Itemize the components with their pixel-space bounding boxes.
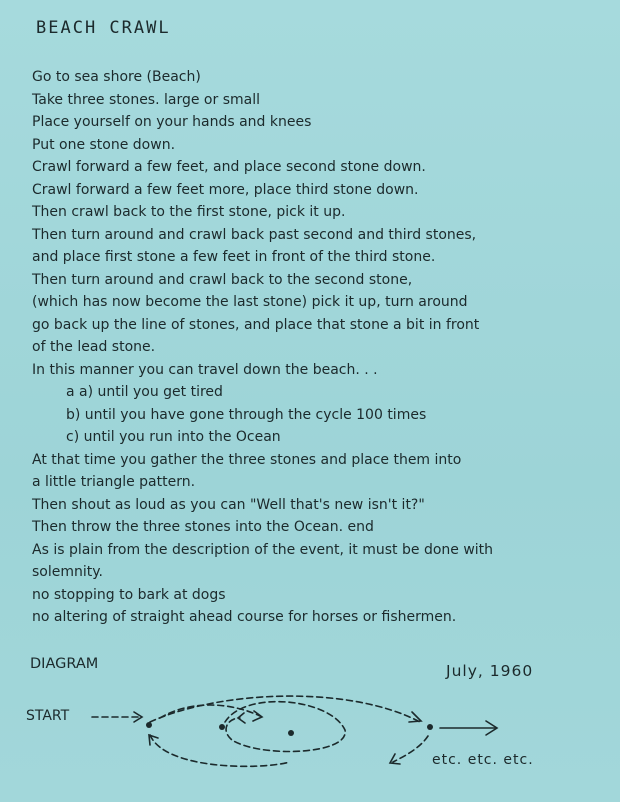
stone-one-mark: [146, 722, 152, 728]
instruction-line: Put one stone down.: [32, 136, 176, 153]
inner-arrowhead: [253, 711, 262, 721]
instruction-line: Take three stones. large or small: [32, 91, 260, 108]
stone-three-mark: [288, 730, 294, 736]
option-line: a a) until you get tired: [66, 384, 223, 400]
instruction-line: Crawl forward a few feet more, place third stone down.: [32, 181, 419, 198]
instruction-line: Then turn around and crawl back to the second stone,: [32, 271, 413, 288]
diagram-label: DIAGRAM: [30, 656, 99, 672]
instruction-line: no altering of straight ahead course for horses or fishermen.: [32, 609, 457, 625]
return-arrowhead: [390, 754, 400, 764]
instruction-line: At that time you gather the three stones and place them into: [32, 451, 462, 468]
instruction-line: a little triangle pattern.: [32, 474, 196, 490]
instruction-line: Then turn around and crawl back past second and third stones,: [32, 226, 477, 243]
document-title: BEACH CRAWL: [36, 18, 171, 38]
start-label: START: [26, 708, 70, 724]
instruction-line: of the lead stone.: [32, 339, 156, 355]
upper-arc-path: [150, 696, 420, 722]
instruction-line: In this manner you can travel down the beach. . .: [32, 361, 378, 378]
stone-two-mark: [219, 724, 225, 730]
instruction-line: solemnity.: [32, 564, 103, 580]
instruction-line: Place yourself on your hands and knees: [32, 114, 312, 130]
instruction-line: go back up the line of stones, and place that stone a bit in front: [32, 316, 480, 333]
instruction-line: Then shout as loud as you can "Well that's new isn't it?": [32, 496, 425, 513]
return-path: [393, 736, 428, 762]
instruction-line: Then throw the three stones into the Ocean. end: [32, 519, 374, 535]
instruction-line: Then crawl back to the first stone, pick it up.: [32, 204, 346, 220]
instruction-line: (which has now become the last stone) pick it up, turn around: [32, 294, 468, 310]
date-stamp: July, 1960: [446, 662, 534, 680]
instruction-line: As is plain from the description of the event, it must be done with: [32, 541, 494, 558]
instruction-line: no stopping to bark at dogs: [32, 586, 226, 603]
lead-stone-mark: [427, 724, 433, 730]
etc-label: etc. etc. etc.: [432, 752, 534, 768]
loop-arrowhead: [238, 713, 245, 723]
option-line: b) until you have gone through the cycle 100 times: [66, 406, 427, 423]
instruction-line: and place first stone a few feet in front of the third stone.: [32, 249, 436, 265]
option-line: c) until you run into the Ocean: [66, 429, 281, 445]
instruction-line: Crawl forward a few feet, and place second stone down.: [32, 159, 426, 175]
instruction-line: Go to sea shore (Beach): [32, 69, 201, 85]
